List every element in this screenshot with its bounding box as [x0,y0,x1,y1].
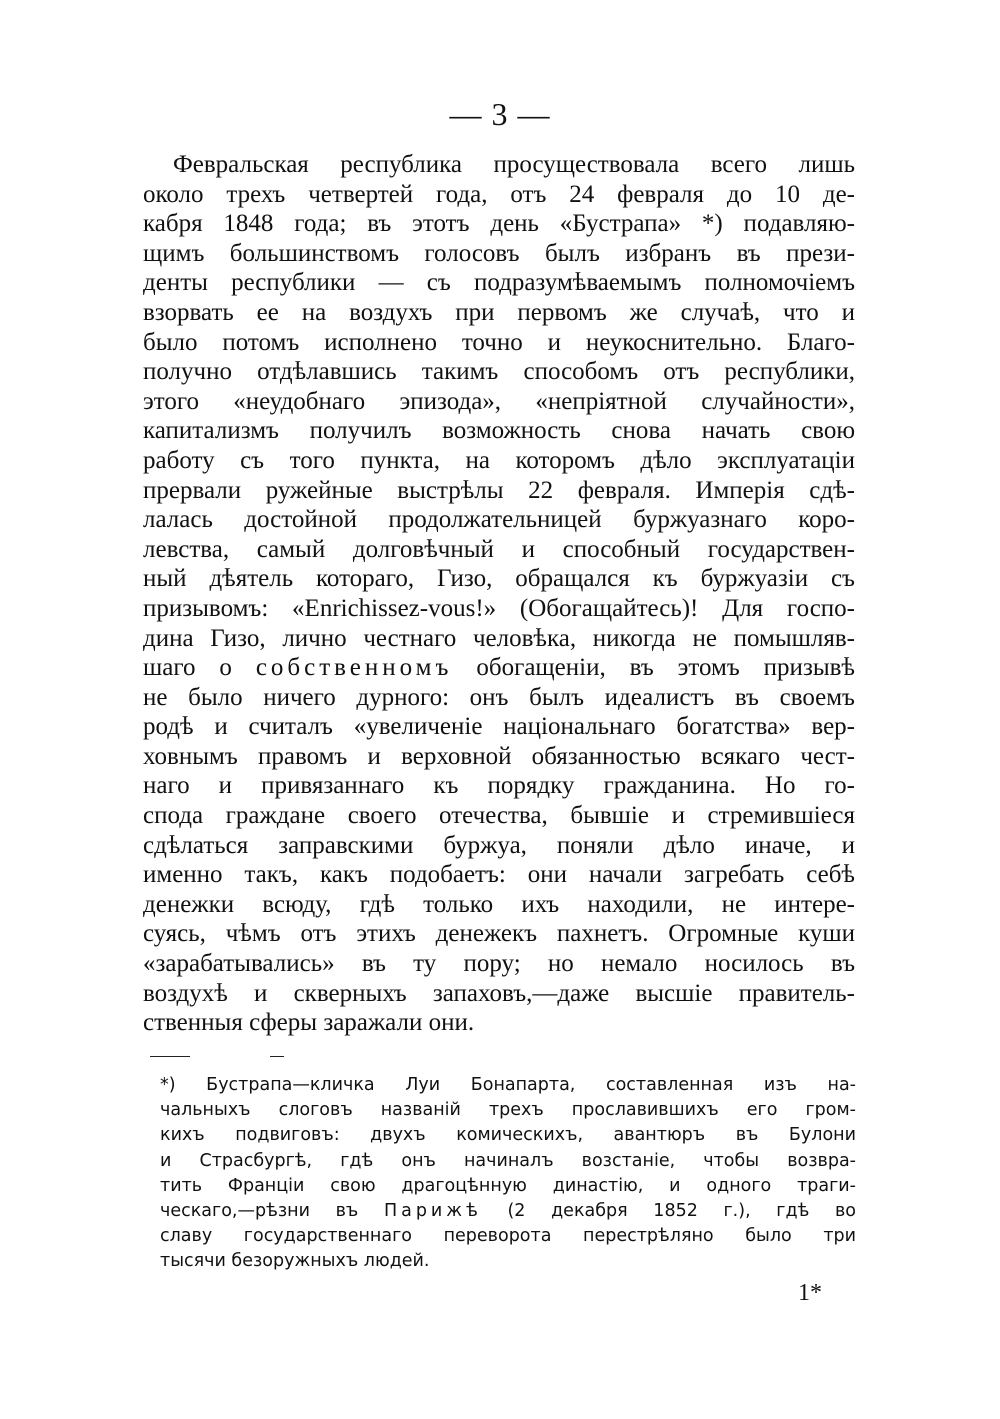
body-line: сдѣлаться заправскими буржуа, поняли дѣло иначе, и [143,831,855,859]
signature-mark: 1* [798,1280,822,1306]
body-line: призывомъ: «Enrichissez-vous!» (Обогащайтесь)! Для госпо- [143,594,855,622]
body-line: работу съ того пункта, на которомъ дѣло эксплуатаціи [143,446,855,474]
footnote-line-part: (2 декабря 1852 г.), гдѣ во [481,1200,856,1221]
body-line-part: шаго о [143,654,256,682]
body-line: ственныя сферы заражали они. [143,1009,475,1037]
body-line: дина Гизо, лично честнаго человѣка, никогда не помышляв- [143,624,855,652]
body-line: наго и привязаннаго къ порядку гражданина. Но го- [143,772,855,800]
body-line: этого «неудобнаго эпизода», «непріятной случайности», [143,387,855,415]
body-line: левства, самый долговѣчный и способный государствен- [143,535,855,563]
body-line: прервали ружейные выстрѣлы 22 февраля. Имперія сдѣ- [143,476,855,504]
body-line: воздухѣ и скверныхъ запаховъ,—даже высшіе правитель- [143,979,855,1007]
body-line: ный дѣятель котораго, Гизо, обращался къ буржуазіи съ [143,565,855,593]
footnote-line: кихъ подвиговъ: двухъ комическихъ, авантюръ въ Булони [160,1125,856,1146]
footnote-line: тысячи безоружныхъ людей. [160,1251,430,1272]
footnote-line: чальныхъ слоговъ названій трехъ прославившихъ его гром- [160,1100,856,1121]
body-line: капитализмъ получилъ возможность снова начать свою [143,417,855,445]
body-line: «зарабатывались» въ ту пору; но немало носилось въ [143,950,855,978]
body-line: денежки всюду, гдѣ только ихъ находили, не интере- [143,890,855,918]
body-line: ховнымъ правомъ и верховной обязанностью всякаго чест- [143,742,855,770]
footnote-line: *) Бустрапа—кличка Луи Бонапарта, составленная изъ на- [160,1075,856,1095]
footnote-line: славу государственнаго переворота перестрѣляно было три [160,1226,856,1247]
page-number: — 3 — [449,96,551,132]
body-line-emphasis: собственномъ [255,654,453,682]
footnote [160,1073,856,1275]
footnote-line-part: ческаго,—рѣзни въ [160,1200,384,1221]
body-line: было потомъ исполнено точно и неукоснительно. Благо- [143,328,855,356]
footnote-line: тить Франціи свою драгоцѣнную династію, и одного траги- [160,1175,856,1196]
body-line: лалась достойной продолжательницей буржуазнаго коро- [143,506,855,534]
body-line-spaced [143,653,855,683]
body-line: родѣ и считалъ «увеличеніе національнаго богатства» вер- [143,713,855,741]
body-line: щимъ большинствомъ голосовъ былъ избранъ въ прези- [143,239,855,267]
footnote-line-emphasis: Парижѣ [383,1200,482,1221]
footnote-line-spaced [160,1199,856,1224]
footnote-line: и Страсбургѣ, гдѣ онъ начиналъ возстаніе, чтобы возвра- [160,1150,856,1171]
body-line: не было ничего дурного: онъ былъ идеалистъ въ своемъ [143,683,855,711]
body-line: взорвать ее на воздухъ при первомъ же случаѣ, что и [143,298,855,326]
body-line: Февральская республика просуществовала всего лишь [173,151,855,178]
body-line: суясь, чѣмъ отъ этихъ денежекъ пахнетъ. Огромные куши [143,920,855,948]
body-line-part: обогащеніи, въ этомъ призывѣ [452,654,855,682]
body-line: получно отдѣлавшись такимъ способомъ отъ республики, [143,358,855,386]
body-line: спода граждане своего отечества, бывшіе и стремившіеся [143,802,855,830]
body-line: кабря 1848 года; въ этотъ день «Бустрапа» *) подавляю- [143,210,855,238]
body-line: около трехъ четвертей года, отъ 24 февраля до 10 де- [143,180,855,208]
body-line: именно такъ, какъ подобаетъ: они начали загребать себѣ [143,861,855,889]
body-line: денты республики — съ подразумѣваемымъ полномочіемъ [143,269,855,297]
body-text [143,150,855,1038]
footnote-divider [150,1056,290,1064]
